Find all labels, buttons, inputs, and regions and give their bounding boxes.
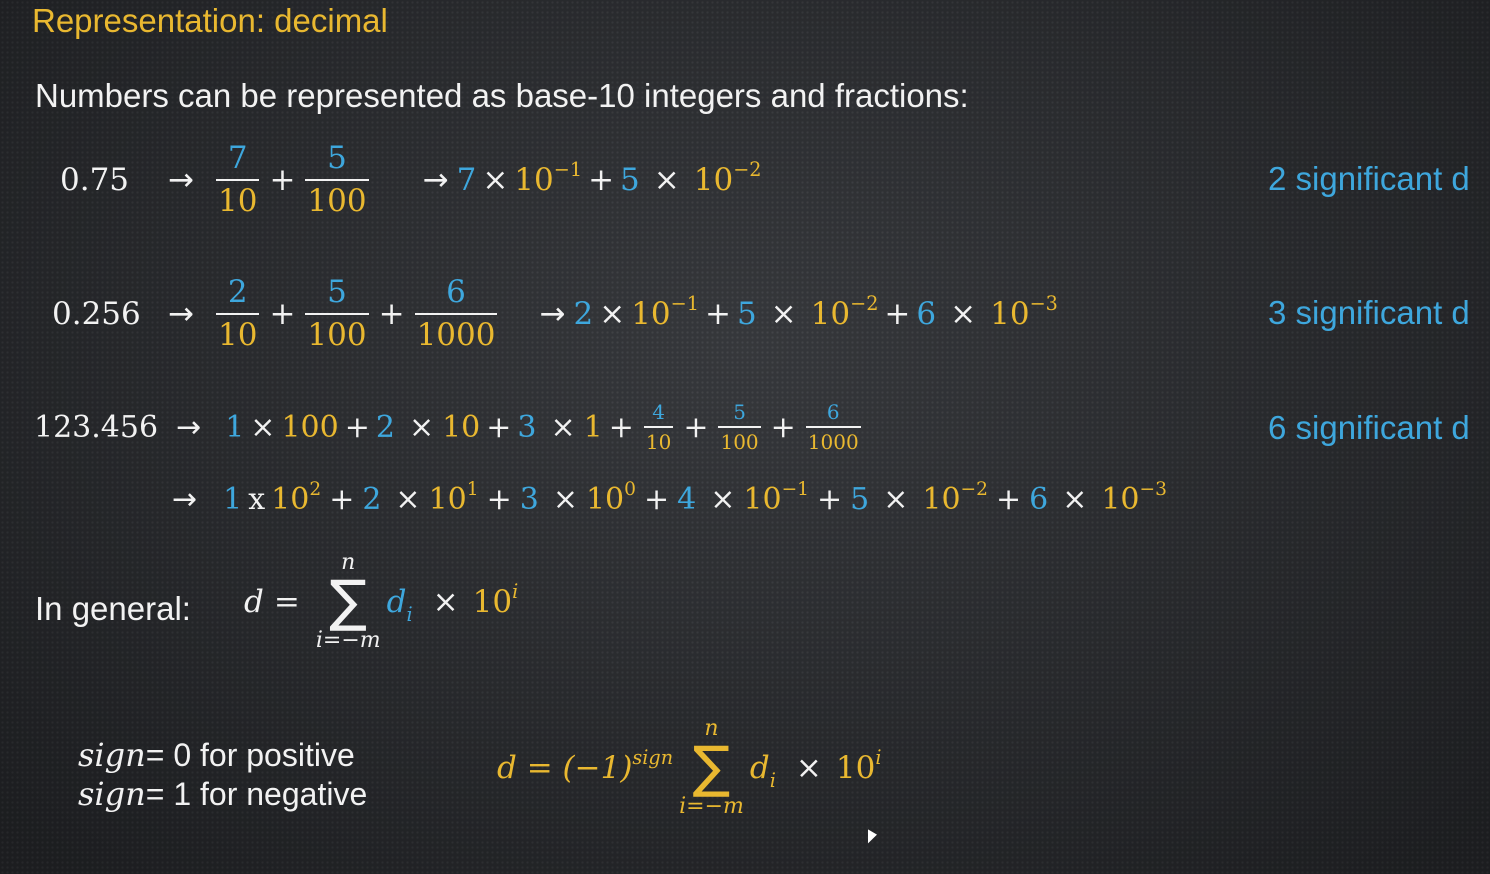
arrow-icon: →: [539, 296, 566, 333]
fraction-numerator: 2: [227, 274, 248, 310]
power-term: [428, 479, 479, 517]
equals-sign: =: [273, 584, 300, 620]
exponent: −2: [960, 479, 988, 501]
base: 10: [271, 482, 310, 517]
exponent: −3: [1029, 291, 1058, 315]
row3-fraction-1: [644, 400, 673, 454]
sum-upper-limit: n: [704, 716, 719, 741]
power-term: [693, 157, 762, 199]
base: 10: [1101, 482, 1140, 517]
slide-title: Representation: decimal: [32, 2, 388, 39]
digit: 6: [1029, 482, 1049, 517]
power-term: [743, 479, 809, 517]
arrow-icon: →: [172, 482, 198, 517]
subscript: i: [406, 602, 413, 626]
exponent: 0: [624, 479, 636, 501]
fraction-bar: [644, 426, 673, 428]
sign-variable: sign: [78, 775, 146, 813]
power-term: [1101, 479, 1167, 517]
plus-sign: +: [608, 409, 634, 445]
arrow-icon: →: [422, 162, 449, 199]
arrow-icon: →: [168, 162, 194, 199]
row2-significant-label: 3 significant d: [1268, 294, 1470, 331]
fraction-bar: [415, 313, 498, 315]
power-term: [271, 479, 322, 517]
sign-positive-text: = 0 for positive: [145, 737, 355, 773]
fraction-bar: [216, 179, 259, 181]
times-sign: ×: [770, 296, 797, 333]
arrow-icon: →: [168, 296, 194, 333]
subscript: i: [769, 768, 776, 792]
exponent: i: [512, 579, 519, 603]
sum-lower-limit: i=−m: [679, 794, 744, 819]
row1-value: 0.75: [60, 162, 130, 199]
times-sign: ×: [795, 750, 822, 786]
plus-sign: +: [378, 296, 405, 333]
power-term: [514, 157, 583, 199]
digit: 4: [677, 482, 697, 517]
summation: [679, 718, 744, 818]
plus-sign: +: [588, 162, 615, 199]
mouse-cursor-icon: [868, 829, 877, 848]
power-term: [585, 479, 636, 517]
times-sign: ×: [482, 162, 509, 199]
digit: 2: [362, 482, 382, 517]
power-term: [631, 291, 699, 333]
sigma-icon: ∑: [329, 569, 368, 634]
sum-upper-limit: n: [341, 550, 356, 575]
signed-lhs: [497, 745, 674, 786]
in-general-label: In general:: [35, 590, 191, 627]
digit-symbol: d: [749, 750, 770, 786]
signed-formula: [497, 718, 881, 818]
base: 10: [835, 750, 876, 786]
base: 10: [743, 482, 782, 517]
digit: 7: [456, 162, 477, 199]
row3-significant-label: 6 significant d: [1268, 409, 1470, 446]
times-sign: x: [248, 482, 266, 517]
exponent: sign: [632, 745, 674, 769]
plus-sign: +: [644, 482, 670, 517]
fraction-denominator: 100: [307, 183, 367, 220]
sign-negative-text: = 1 for negative: [145, 776, 368, 812]
fraction-bar: [305, 179, 368, 181]
base: 10: [922, 482, 961, 517]
sign-variable: sign: [78, 736, 146, 774]
times-sign: ×: [250, 409, 276, 445]
exponent: −2: [850, 291, 879, 315]
power-term: [990, 291, 1058, 333]
fraction-denominator: 100: [307, 317, 367, 354]
row3-fraction-2: [718, 400, 760, 454]
row1-significant-label: 2 significant d: [1268, 160, 1470, 197]
digit-term: [749, 750, 776, 792]
fraction-denominator: 1000: [807, 430, 859, 454]
row2-fraction-1: [216, 274, 259, 354]
power-term: [835, 745, 882, 786]
row-0-256: [52, 274, 1058, 354]
row-123-456: [34, 400, 865, 454]
formula-lhs: d = (−1): [497, 750, 633, 786]
times-sign: ×: [599, 296, 626, 333]
times-sign: ×: [552, 482, 578, 517]
exponent: 2: [309, 479, 322, 501]
times-sign: ×: [653, 162, 680, 199]
times-sign: ×: [395, 482, 421, 517]
fraction-bar: [718, 426, 760, 428]
base: 10: [810, 296, 851, 333]
intro-text: Numbers can be represented as base-10 integers and fractions:: [35, 77, 969, 114]
general-formula: [244, 552, 518, 652]
plus-sign: +: [269, 296, 296, 333]
times-sign: ×: [883, 482, 909, 517]
digit: 3: [517, 409, 537, 445]
place-weight: 10: [442, 409, 481, 445]
plus-sign: +: [995, 482, 1022, 517]
fraction-bar: [305, 313, 368, 315]
plus-sign: +: [486, 409, 512, 445]
summation: [316, 552, 381, 652]
base: 10: [514, 162, 554, 199]
exponent: 1: [466, 479, 479, 501]
base: 10: [472, 584, 513, 620]
arrow-icon: →: [176, 409, 202, 445]
base: 10: [585, 482, 625, 517]
digit-term: [386, 584, 413, 626]
row2-value: 0.256: [52, 296, 141, 333]
plus-sign: +: [770, 409, 796, 445]
fraction-numerator: 6: [446, 274, 466, 310]
fraction-numerator: 5: [327, 140, 347, 176]
sign-negative-line: [78, 775, 367, 813]
digit: 6: [916, 296, 937, 333]
base: 10: [428, 482, 467, 517]
fraction-denominator: 10: [217, 317, 258, 354]
place-weight: 100: [281, 409, 339, 445]
row3-value: 123.456: [34, 409, 159, 445]
digit: 2: [375, 409, 395, 445]
digit: 1: [225, 409, 245, 445]
digit-symbol: d: [386, 584, 407, 620]
formula-lhs: d: [244, 584, 264, 620]
plus-sign: +: [329, 482, 355, 517]
fraction-numerator: 5: [733, 400, 746, 424]
base: 10: [693, 162, 734, 199]
plus-sign: +: [269, 162, 296, 199]
times-sign: ×: [950, 296, 977, 333]
sum-lower-limit: i=−m: [315, 628, 381, 653]
plus-sign: +: [816, 482, 843, 517]
fraction-denominator: 10: [217, 183, 258, 220]
row1-fraction-2: [305, 140, 368, 220]
plus-sign: +: [344, 409, 370, 445]
power-term: [472, 579, 519, 620]
fraction-bar: [806, 426, 861, 428]
plus-sign: +: [486, 482, 512, 517]
exponent: −1: [553, 157, 583, 181]
fraction-denominator: 10: [645, 430, 672, 454]
fraction-numerator: 7: [227, 140, 248, 176]
fraction-numerator: 4: [652, 400, 665, 424]
plus-sign: +: [683, 409, 709, 445]
fraction-numerator: 5: [327, 274, 347, 310]
times-sign: ×: [408, 409, 435, 445]
times-sign: ×: [1062, 482, 1088, 517]
base: 10: [631, 296, 671, 333]
digit: 1: [223, 482, 243, 517]
row-0-75: [60, 140, 762, 220]
digit: 5: [620, 162, 640, 199]
times-sign: ×: [432, 584, 459, 620]
row1-fraction-1: [216, 140, 259, 220]
row2-fraction-2: [305, 274, 368, 354]
place-weight: 1: [583, 409, 603, 445]
sigma-icon: ∑: [692, 735, 731, 800]
fraction-bar: [216, 313, 259, 315]
plus-sign: +: [884, 296, 911, 333]
base: 10: [990, 296, 1030, 333]
exponent: −1: [670, 291, 699, 315]
digit: 3: [519, 482, 539, 517]
times-sign: ×: [550, 409, 576, 445]
fraction-denominator: 100: [720, 430, 759, 454]
exponent: −1: [781, 479, 809, 501]
fraction-denominator: 1000: [416, 317, 496, 354]
fraction-numerator: 6: [826, 400, 840, 424]
sign-positive-line: [78, 736, 355, 774]
digit: 5: [850, 482, 870, 517]
power-term: [922, 479, 988, 517]
digit: 2: [573, 296, 594, 333]
row-powers-expansion: [172, 479, 1167, 517]
times-sign: ×: [710, 482, 736, 517]
power-term: [810, 291, 879, 333]
row2-fraction-3: [415, 274, 498, 354]
exponent: −3: [1139, 479, 1167, 501]
exponent: −2: [733, 157, 762, 181]
plus-sign: +: [704, 296, 731, 333]
row3-fraction-3: [806, 400, 861, 454]
digit: 5: [736, 296, 757, 333]
exponent: i: [875, 745, 882, 769]
